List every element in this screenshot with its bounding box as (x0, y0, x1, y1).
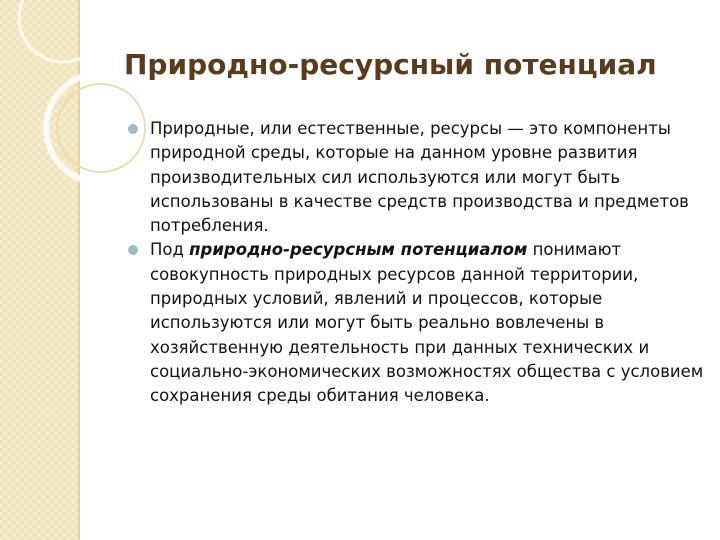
slide-title: Природно-ресурсный потенциал (124, 48, 657, 81)
bullet-text: Природные, или естественные, ресурсы — это компоненты природной среды, которые на данном уровне развития производительных сил используются или могут быть использованы в качестве средств производства и предметов потребления. (150, 119, 689, 236)
bullet-item-natural-resources (128, 117, 706, 238)
emphasized-term: природно-ресурсным потенциалом (189, 240, 528, 260)
bullet-list (128, 117, 706, 409)
bullet-prefix: Под (150, 240, 190, 260)
bullet-text: понимают совокупность природных ресурсов данной территории, природных условий, явлений и процессов, которые используются или могут быть реально вовлечены в хозяйственную деятельность при данных технических и социально-экономических возможностях общества с условием сохранения среды обитания человека. (150, 240, 704, 406)
bullet-marker-icon (128, 245, 138, 255)
bullet-marker-icon (128, 124, 138, 134)
bullet-item-resource-potential (128, 238, 706, 408)
